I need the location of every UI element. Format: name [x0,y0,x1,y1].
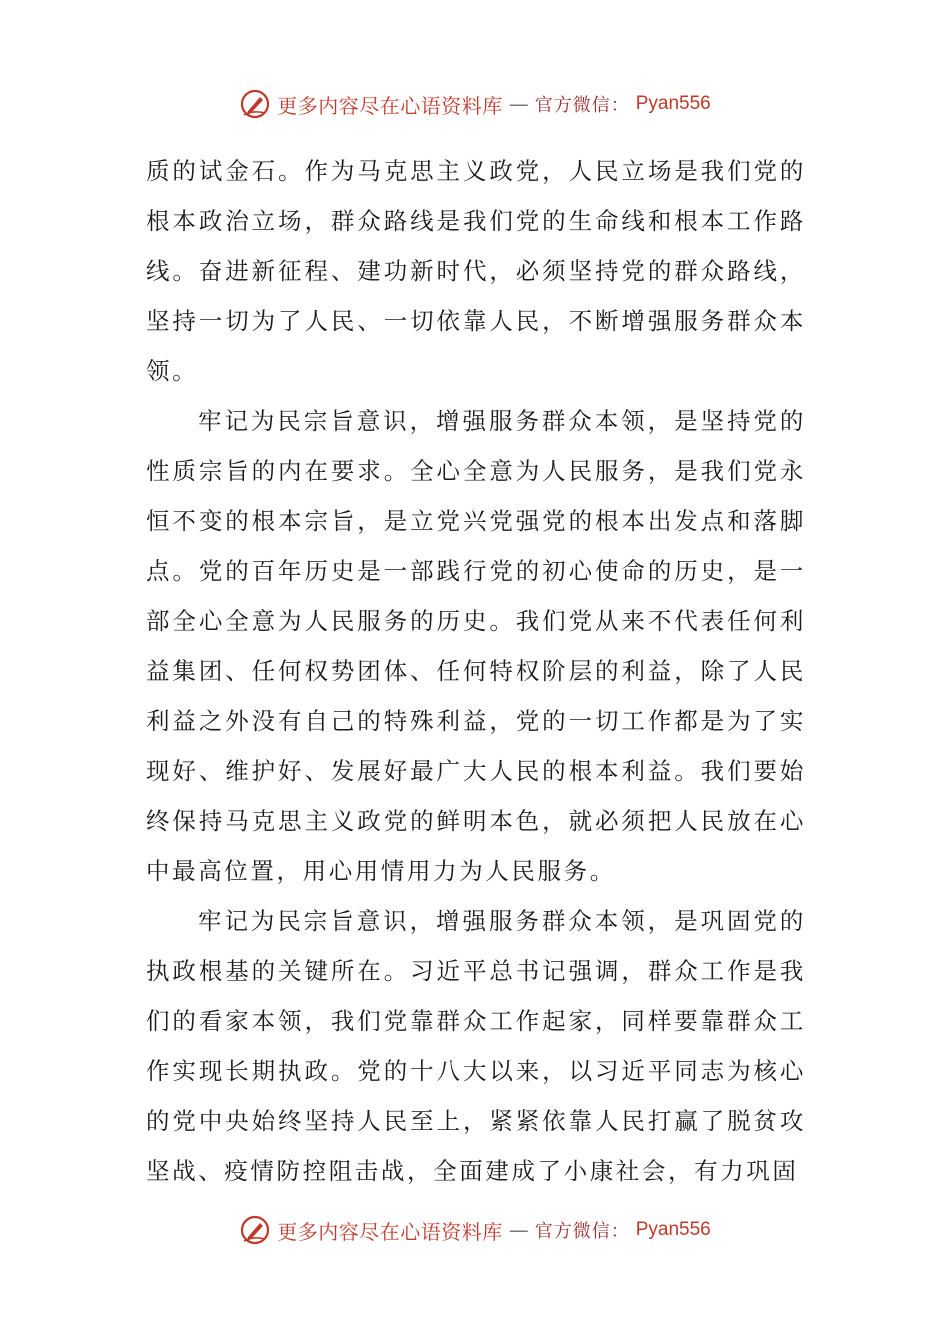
paragraph-3: 牢记为民宗旨意识，增强服务群众本领，是巩固党的执政根基的关键所在。习近平总书记强调，群众工作是我们的看家本领，我们党靠群众工作起家，同样要靠群众工作实现长期执政。党的十八大以来，以习近平同志为核心的党中央始终坚持人民至上，紧紧依靠人民打赢了脱贫攻坚战、疫情防控阻击战，全面建成了小康社会，有力巩固 [146,907,806,1185]
document-body [146,146,806,1196]
footer-dash: — [508,1218,529,1242]
paragraph-2: 牢记为民宗旨意识，增强服务群众本领，是坚持党的性质宗旨的内在要求。全心全意为人民服务，是我们党永恒不变的根本宗旨，是立党兴党强党的根本出发点和落脚点。党的百年历史是一部践行党的初心使命的历史，是一部全心全意为人民服务的历史。我们党从来不代表任何利益集团、任何权势团体、任何特权阶层的利益，除了人民利益之外没有自己的特殊利益，党的一切工作都是为了实现好、维护好、发展好最广大人民的根本利益。我们要始终保持马克思主义政党的鲜明本色，就必须把人民放在心中最高位置，用心用情用力为人民服务。 [146,407,806,885]
header-contact-label: 官方微信： [534,95,630,116]
footer-site-name: 更多内容尽在心语资料库 [277,1219,503,1244]
paragraph-1: 质的试金石。作为马克思主义政党，人民立场是我们党的根本政治立场，群众路线是我们党的生命线和根本工作路线。奋进新征程、建功新时代，必须坚持党的群众路线，坚持一切为了人民、一切依靠人民，不断增强服务群众本领。 [146,157,806,385]
footer-contact-label: 官方微信： [534,1221,630,1242]
header-banner [0,84,950,124]
header-dash: — [508,92,529,116]
footer-wechat-handle: Pyan556 [635,1219,711,1240]
header-wechat-handle: Pyan556 [635,93,711,114]
header-site-name: 更多内容尽在心语资料库 [277,93,503,118]
footer-banner [0,1210,950,1250]
pen-writing-icon [239,88,271,120]
pen-writing-icon [239,1214,271,1246]
